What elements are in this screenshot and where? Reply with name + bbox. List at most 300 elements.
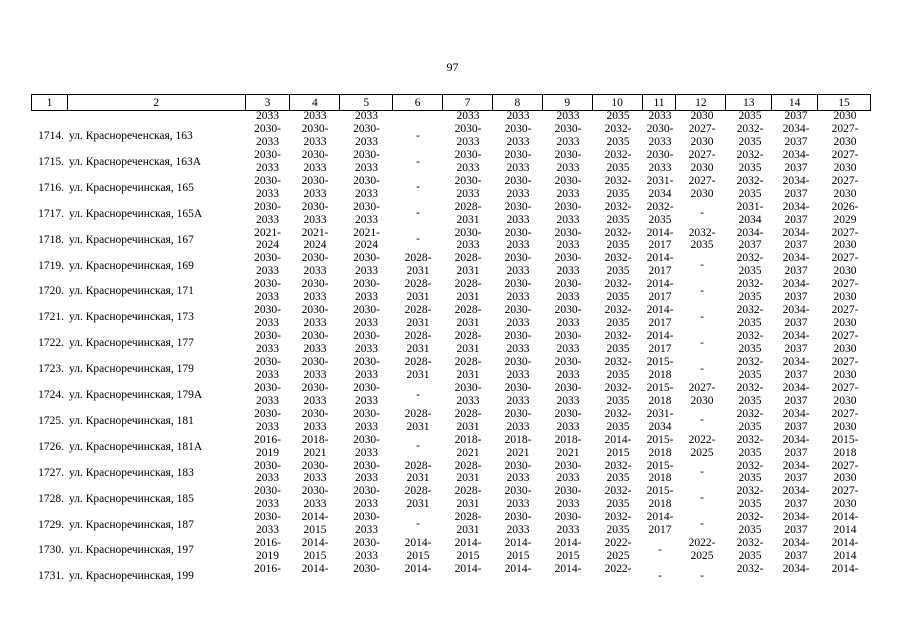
period-cell: 2030- 2033 [554,174,582,200]
period-cell: 2030- 2033 [353,148,380,174]
period-cell: 2030- [353,563,380,576]
row-number: 1716. [38,181,64,194]
period-cell: 2030- 2033 [254,330,281,356]
period-cell: 2028- 2031 [404,304,432,330]
period-cell: 2030- 2033 [301,174,329,200]
period-cell: 2014- 2017 [646,330,674,356]
period-cell: 2028- 2031 [404,485,432,511]
column-header-8: 8 [493,95,543,110]
period-cell: 2032- 2035 [736,537,764,563]
row-number: 1724. [38,389,64,402]
period-cell: 2034- 2037 [782,226,810,252]
period-cell: 2014- [831,563,859,576]
period-cell: 2030- 2033 [504,381,532,407]
period-cell: 2027- 2030 [831,459,859,485]
period-cell: - [416,207,420,220]
table-row [31,123,871,149]
period-cell: 2032- 2035 [736,330,764,356]
column-header-5: 5 [340,95,393,110]
row-address: ул. Красноречинская, 171 [69,285,194,298]
period-cell: - [416,181,420,194]
period-cell: 2034- 2037 [782,278,810,304]
period-cell: 2032- 2035 [736,174,764,200]
period-cell: 2034- 2037 [782,381,810,407]
period-cell: - [658,569,662,582]
period-cell: 2030- 2033 [301,200,329,226]
period-cell: 2030- 2033 [353,174,380,200]
continuation-cell: 2037 [784,110,808,122]
table-row [31,278,871,304]
period-cell: - [700,336,704,349]
period-cell: 2030- 2033 [454,381,482,407]
period-cell: 2030- 2033 [554,459,582,485]
period-cell: - [700,310,704,323]
period-cell: 2028- 2031 [404,459,432,485]
period-cell: 2030- 2033 [554,304,582,330]
period-cell: 2030- 2033 [353,330,380,356]
period-cell: 2030- 2033 [254,459,281,485]
period-cell: - [700,518,704,530]
period-cell: 2030- 2033 [254,148,281,174]
period-cell: - [700,284,704,297]
period-cell: 2030- 2033 [254,174,281,200]
period-cell: 2027- 2030 [831,304,859,330]
period-cell: 2032- 2035 [604,200,632,226]
period-cell: 2030- 2033 [646,123,674,148]
period-cell: 2034- 2037 [736,226,764,252]
period-cell: 2030- 2033 [353,511,380,537]
period-cell: 2022- 2025 [688,537,716,563]
period-cell: 2030- 2033 [254,278,281,304]
period-cell: 2034- 2037 [782,433,810,459]
row-address: ул. Красноречинская, 167 [69,233,194,246]
period-cell: 2034- 2037 [782,174,810,200]
period-cell: 2027- 2030 [831,485,859,511]
period-cell: 2014- 2017 [646,511,674,537]
period-cell: 2016- 2019 [254,433,281,459]
row-number: 1719. [38,259,64,272]
period-cell: 2032- 2035 [604,252,632,278]
period-cell: 2030- 2033 [254,485,281,511]
row-number: 1729. [38,518,64,531]
period-cell: 2030- 2033 [254,123,281,148]
period-cell: 2030- 2033 [353,537,380,563]
period-cell: 2014- 2014 [831,537,859,563]
period-cell: 2028- 2031 [454,511,482,537]
period-cell: 2034- 2037 [782,537,810,563]
period-cell: 2032- 2035 [604,278,632,304]
table-row [31,356,871,382]
period-cell: 2014- 2015 [301,537,329,563]
row-number: 1717. [38,207,64,220]
table-row [31,485,871,511]
period-cell: 2014- [504,563,532,576]
period-cell: 2030- 2033 [301,304,329,330]
period-cell: 2032- 2035 [646,200,674,226]
period-cell: 2028- 2031 [404,356,432,381]
period-cell: 2030- 2033 [301,459,329,485]
column-header-9: 9 [543,95,593,110]
period-cell: 2032- 2035 [604,123,632,148]
period-cell: - [416,155,420,168]
period-cell: 2030- 2033 [504,511,532,537]
period-cell: 2016- [254,563,281,576]
period-cell: 2030- 2033 [554,381,582,407]
period-cell: 2030- 2033 [554,407,582,433]
period-cell: 2027- 2030 [831,174,859,200]
table-row [31,460,871,486]
period-cell: 2030- 2033 [454,174,482,200]
row-address: ул. Красноречинская, 179А [69,389,203,402]
period-cell: 2018- 2021 [454,433,482,459]
period-cell: 2030- 2033 [254,381,281,407]
period-cell: 2015- 2018 [646,381,674,407]
period-cell: 2030- 2033 [353,356,380,381]
row-address: ул. Краснореченская, 163А [69,156,202,169]
table-row [31,563,871,589]
table-row [31,252,871,278]
period-cell: 2032- 2035 [604,459,632,485]
period-cell: 2030- 2033 [554,123,582,148]
period-cell: 2032- 2035 [604,381,632,407]
period-cell: 2032- 2035 [736,381,764,407]
period-cell: 2030- 2033 [301,252,329,278]
period-cell: 2014- [454,563,482,576]
table-row [31,330,871,356]
continuation-cell: 2033 [506,110,530,122]
row-address: ул. Красноречинская, 197 [69,544,194,557]
period-cell: 2021- 2024 [254,226,281,252]
table-body [31,123,871,589]
row-number: 1718. [38,233,64,246]
period-cell: 2015- 2018 [831,433,859,459]
table-row [31,227,871,253]
period-cell: 2030- 2033 [353,252,380,278]
continuation-cell: 2035 [738,110,762,122]
period-cell: 2030- 2033 [504,459,532,485]
period-cell: 2014- 2015 [504,537,532,563]
period-cell: 2027- 2030 [688,381,716,407]
column-header-12: 12 [676,95,726,110]
period-cell: 2028- 2031 [454,459,482,485]
period-cell: 2028- 2031 [454,485,482,511]
period-cell: 2030- 2033 [504,148,532,174]
period-cell: 2030- 2033 [254,200,281,226]
period-cell: 2014- [301,563,329,576]
period-cell: 2027- 2030 [688,123,716,148]
period-cell: 2034- 2037 [782,407,810,433]
period-cell: 2034- 2037 [782,304,810,330]
period-cell: 2030- 2033 [353,200,380,226]
period-cell: - [416,518,420,530]
period-cell: 2030- 2033 [554,148,582,174]
period-cell: 2032- 2035 [604,485,632,511]
period-cell: 2030- 2033 [504,278,532,304]
row-number: 1725. [38,414,64,427]
period-cell: 2030- 2033 [254,511,281,537]
table-row [31,201,871,227]
continuation-cell: 2035 [606,110,630,122]
row-address: ул. Красноречинская, 181 [69,414,194,427]
table-header-row [31,94,871,111]
continuation-cell [393,111,443,123]
period-cell: 2030- 2033 [504,304,532,330]
period-cell: 2015- 2018 [646,356,674,381]
period-cell: 2031- 2034 [736,200,764,226]
period-cell: 2028- 2031 [454,407,482,433]
period-cell: 2014- 2015 [604,433,632,459]
period-cell: 2027- 2030 [831,407,859,433]
period-cell: 2030- 2033 [353,407,380,433]
period-cell: 2031- 2034 [646,174,674,200]
row-address: ул. Красноречинская, 181А [69,440,203,453]
period-cell: 2030- 2033 [554,226,582,252]
row-address: ул. Красноречинская, 177 [69,337,194,350]
period-cell: 2028- 2031 [454,278,482,304]
column-header-7: 7 [443,95,493,110]
period-cell: 2014- 2015 [301,511,329,537]
period-cell: 2027- 2030 [831,330,859,356]
period-cell: 2028- 2031 [454,304,482,330]
period-cell: 2028- 2031 [454,356,482,381]
period-cell: 2030- 2033 [504,407,532,433]
continuation-cell: 2033 [303,110,327,122]
continuation-cell: 2033 [648,110,672,122]
period-cell: 2032- 2035 [604,148,632,174]
table-row [31,149,871,175]
row-address: ул. Красноречинская, 165А [69,207,203,220]
column-header-6: 6 [393,95,443,110]
period-cell: - [416,233,420,246]
period-cell: - [700,466,704,479]
row-address: ул. Красноречинская, 173 [69,311,194,324]
period-cell: - [658,543,662,556]
row-address: ул. Красноречинская, 179 [69,363,194,376]
row-number: 1721. [38,311,64,324]
column-header-15: 15 [838,97,850,109]
period-cell: - [700,569,704,582]
period-cell: 2030- 2033 [353,304,380,330]
row-address: ул. Красноречинская, 185 [69,492,194,505]
period-cell: 2031- 2034 [646,407,674,433]
period-cell: 2032- 2035 [736,148,764,174]
row-address: ул. Красноречинская, 187 [69,518,194,531]
period-cell: 2030- 2033 [504,356,532,381]
period-cell: 2032- 2035 [736,459,764,485]
period-cell: 2030- 2033 [504,330,532,356]
period-cell: 2015- 2018 [646,485,674,511]
period-cell: 2028- 2031 [454,330,482,356]
period-cell: 2014- 2015 [454,537,482,563]
row-number: 1728. [38,492,64,505]
period-cell: 2014- [404,563,432,576]
table-row [31,304,871,330]
period-cell: 2032- 2035 [604,174,632,200]
period-cell: 2030- 2033 [301,356,329,381]
period-cell: 2014- 2017 [646,252,674,278]
period-cell: - [416,129,420,142]
period-cell: - [700,414,704,427]
period-cell: 2030- 2033 [353,123,380,148]
period-cell: 2030- 2033 [301,485,329,511]
period-cell: 2016- 2019 [254,537,281,563]
period-cell: - [700,492,704,505]
column-header-10: 10 [593,95,643,110]
period-cell: 2028- 2031 [454,252,482,278]
column-header-3: 3 [246,95,291,110]
row-number: 1714. [38,130,64,143]
period-cell: 2014- 2017 [646,304,674,330]
period-cell: 2030- 2033 [504,252,532,278]
period-cell: 2030- 2033 [454,123,482,148]
period-cell: 2015- 2018 [646,433,674,459]
period-cell: - [700,259,704,272]
period-cell: 2030- 2033 [646,148,674,174]
period-cell: 2022- 2025 [688,433,716,459]
period-cell: 2014- [554,563,582,576]
continuation-cell: 2030 [690,110,714,122]
period-cell: 2030- 2033 [554,330,582,356]
period-cell: 2030- 2033 [254,252,281,278]
period-cell: 2030- 2033 [504,226,532,252]
period-cell: 2018- 2021 [504,433,532,459]
period-cell: 2030- 2033 [301,123,329,148]
row-address: ул. Краснореченская, 163 [69,130,193,143]
continuation-cell: 2033 [556,110,580,122]
period-cell: 2030- 2033 [254,356,281,381]
period-cell: 2032- 2035 [736,407,764,433]
period-cell: 2032- 2035 [604,511,632,537]
period-cell: 2030- 2033 [454,226,482,252]
period-cell: 2014- 2017 [646,226,674,252]
period-cell: 2034- 2037 [782,123,810,148]
row-number: 1715. [38,156,64,169]
period-cell: 2032- 2035 [736,356,764,381]
period-cell: 2030- 2033 [504,123,532,148]
period-cell: 2030- 2033 [301,148,329,174]
row-address: ул. Красноречинская, 183 [69,466,194,479]
period-cell: 2030- 2033 [301,381,329,407]
column-header-11: 11 [643,95,677,110]
period-cell: 2026- 2029 [831,200,859,226]
period-cell: 2018- 2021 [554,433,582,459]
period-cell: 2027- 2030 [831,381,859,407]
period-cell: 2030- 2033 [504,200,532,226]
row-address: ул. Красноречинская, 165 [69,181,194,194]
period-cell: 2034- 2037 [782,148,810,174]
period-cell: 2032- 2035 [736,511,764,537]
period-cell: 2014- 2015 [554,537,582,563]
period-cell: 2028- 2031 [404,278,432,304]
table-row [31,175,871,201]
period-cell: 2034- 2037 [782,485,810,511]
period-cell: 2030- 2033 [554,278,582,304]
period-cell: 2030- 2033 [353,381,380,407]
period-cell: 2021- 2024 [353,226,380,252]
period-cell: 2018- 2021 [301,433,329,459]
table-row [31,382,871,408]
period-cell: 2032- 2035 [604,356,632,381]
period-cell: 2034- 2037 [782,200,810,226]
period-cell: 2022- [604,563,632,576]
period-cell: 2030- 2033 [353,485,380,511]
period-cell: 2030- 2033 [554,200,582,226]
period-cell: 2028- 2031 [404,330,432,356]
period-cell: 2032- 2035 [604,407,632,433]
period-cell: 2032- 2035 [736,304,764,330]
row-number: 1731. [38,570,64,583]
continuation-row [31,111,871,123]
period-cell: 2030- 2033 [301,330,329,356]
period-cell: 2022- 2025 [604,537,632,563]
row-address: ул. Красноречинская, 169 [69,259,194,272]
period-cell: 2027- 2030 [831,278,859,304]
period-cell: 2032- 2035 [604,330,632,356]
period-cell: 2030- 2033 [454,148,482,174]
period-cell: 2030- 2033 [504,485,532,511]
period-cell: - [700,207,704,220]
period-cell: 2027- 2030 [831,123,859,148]
period-cell: 2021- 2024 [301,226,329,252]
period-cell: 2030- 2033 [353,278,380,304]
row-number: 1727. [38,466,64,479]
continuation-cell: 2030 [833,110,857,122]
period-cell: 2028- 2031 [454,200,482,226]
column-header-2: 2 [68,95,246,110]
period-cell: 2027- 2030 [831,356,859,381]
period-cell: 2030- 2033 [554,511,582,537]
period-cell: 2027- 2030 [688,174,716,200]
row-number: 1726. [38,440,64,453]
period-cell: 2032- 2035 [736,252,764,278]
column-header-4: 4 [290,95,340,110]
row-number: 1730. [38,544,64,557]
period-cell: - [416,388,420,401]
period-cell: 2032- [736,563,764,576]
period-cell: 2032- 2035 [604,304,632,330]
row-number: 1722. [38,337,64,350]
period-cell: 2032- 2035 [604,226,632,252]
period-cell: 2014- 2014 [831,511,859,537]
table-row [31,537,871,563]
period-cell: 2027- 2030 [688,148,716,174]
period-cell: 2030- 2033 [254,304,281,330]
period-cell: 2030- 2033 [504,174,532,200]
period-cell: 2030- 2033 [554,485,582,511]
period-cell: 2030- 2033 [301,407,329,433]
table-row [31,511,871,537]
period-cell: 2014- 2015 [404,537,432,563]
period-cell: 2034- 2037 [782,252,810,278]
period-cell: 2034- 2037 [782,511,810,537]
period-cell: 2034- 2037 [782,356,810,381]
column-header-14: 14 [772,95,818,110]
period-cell: 2030- 2033 [301,278,329,304]
period-cell: 2027- 2030 [831,148,859,174]
page-number: 97 [446,60,459,74]
period-cell: 2028- 2031 [404,252,432,278]
period-cell: 2032- 2035 [736,433,764,459]
period-cell: 2030- 2033 [554,252,582,278]
continuation-cell: 2033 [456,110,480,122]
row-number: 1723. [38,363,64,376]
period-cell: 2014- 2017 [646,278,674,304]
period-cell: 2032- 2035 [736,278,764,304]
schedule-table [31,94,871,589]
table-row [31,408,871,434]
continuation-cell: 2033 [256,110,279,122]
period-cell: 2030- 2033 [353,433,380,459]
